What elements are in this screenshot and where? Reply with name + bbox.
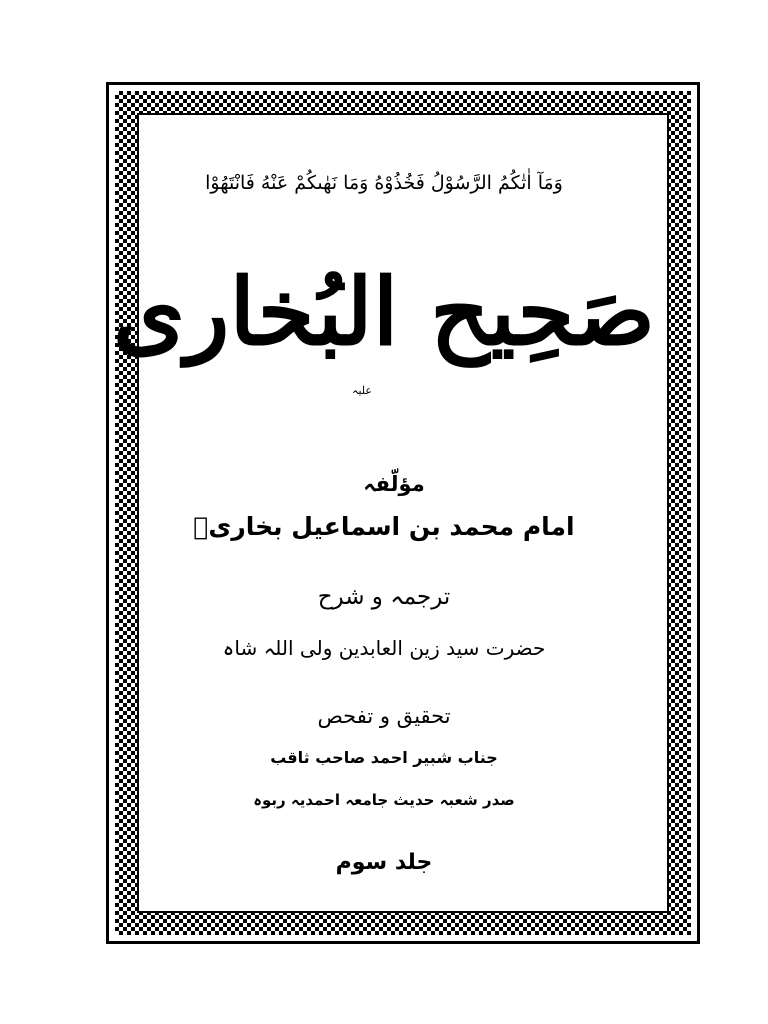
author-name: امام محمد بن اسماعیل بخاریؒ bbox=[193, 512, 575, 541]
research-label: تحقیق و تفحص bbox=[317, 704, 451, 728]
researcher-name: جناب شبیر احمد صاحب ثاقب bbox=[270, 748, 498, 767]
translator-name: حضرت سید زین العابدین ولی اللہ شاہ bbox=[222, 636, 546, 660]
title-honorific-mark: علیہ bbox=[352, 384, 372, 397]
researcher-position: صدر شعبہ حدیث جامعہ احمدیہ ربوہ bbox=[253, 791, 515, 809]
book-title: صَحِیح البُخاری bbox=[113, 258, 655, 366]
author-label: مؤلّفہ bbox=[363, 472, 425, 496]
volume-label: جلد سوم bbox=[335, 850, 433, 875]
translation-label: ترجمہ و شرح bbox=[317, 584, 451, 610]
quran-verse: وَمَآ اٰتٰكُمُ الرَّسُوْلُ فَخُذُوْهُ وَمَا نَهٰىكُمْ عَنْهُ فَانْتَهُوْا bbox=[205, 172, 563, 194]
